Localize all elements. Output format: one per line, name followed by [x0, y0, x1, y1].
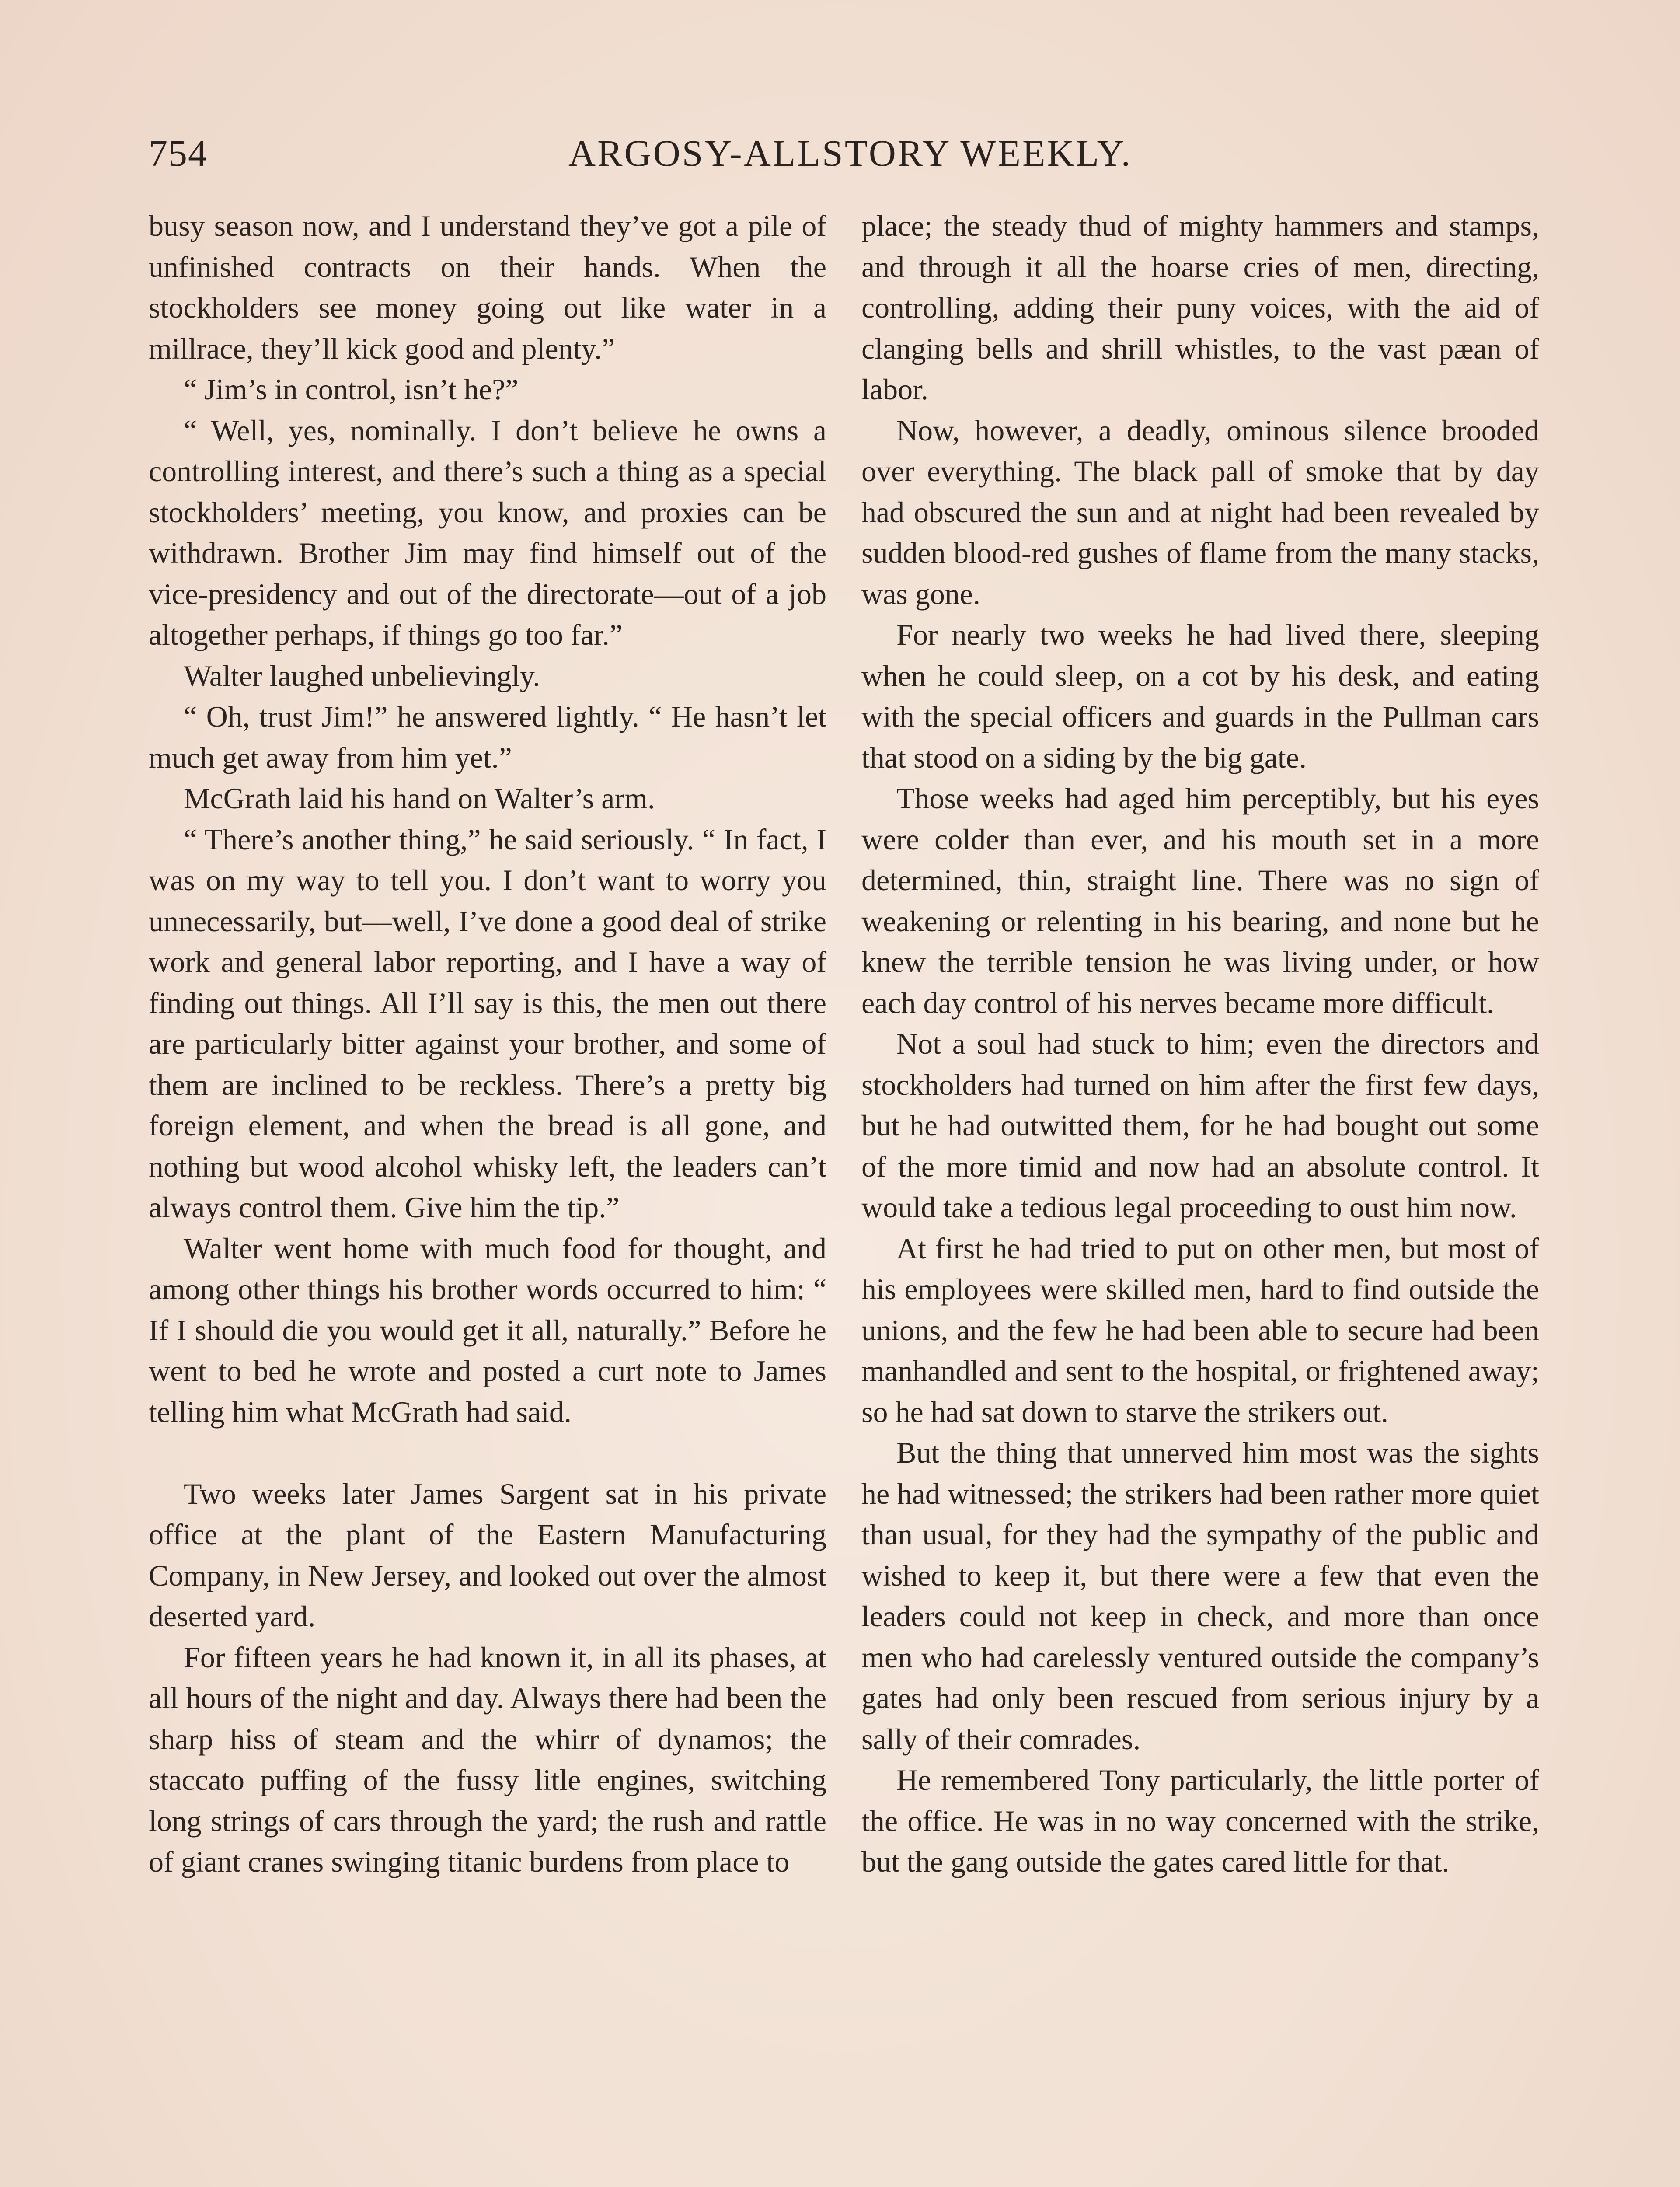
paragraph: At first he had tried to put on other men, but most of his employees were skilled men, hard to find outside the unions, and the few he had been able to secure had been manhandled and sent to the hospital, or frightened away; so he had sat down to starve the strikers out.: [861, 1231, 1539, 1429]
text-columns: [149, 206, 1539, 2187]
paragraph: place; the steady thud of mighty hammers and stamps, and through it all the hoarse cries of men, directing, controlling, adding their puny voices, with the aid of clanging bells and shrill whistles, to the vast pæan of labor.: [861, 209, 1539, 406]
paragraph: Now, however, a deadly, ominous silence brooded over everything. The black pall of smoke that by day had obscured the sun and at night had been revealed by sudden blood-red gushes of flame from the many stacks, was gone.: [861, 413, 1539, 611]
paragraph: busy season now, and I understand they’ve got a pile of unfinished contracts on their hands. When the stockholders see money going out like water in a millrace, they’ll kick good and plenty.”: [149, 209, 826, 365]
section-break: [149, 1432, 826, 1474]
paragraph: McGrath laid his hand on Walter’s arm.: [184, 782, 655, 815]
paragraph: “ Well, yes, nominally. I don’t believe he owns a controlling interest, and there’s such a thing as a special stockholders’ meeting, you know, and proxies can be withdrawn. Brother Jim may find himself out of the vice-presidency and out of the directorate—out of a job altogether perhaps, if things go too far.”: [149, 413, 826, 651]
right-column: [861, 206, 1539, 2187]
page-number: 754: [149, 132, 208, 174]
paragraph: Not a soul had stuck to him; even the directors and stockholders had turned on him after the first few days, but he had outwitted them, for he had bought out some of the more timid and now had an absolute control. It would take a tedious legal proceeding to oust him now.: [861, 1027, 1539, 1224]
paragraph: “ There’s another thing,” he said seriously. “ In fact, I was on my way to tell you. I don’t want to worry you unnecessarily, but—well, I’ve done a good deal of strike work and general labor reporting, and I have a way of finding out things. All I’ll say is this, the men out there are particularly bitter against your brother, and some of them are inclined to be reckless. There’s a pretty big foreign element, and when the bread is all gone, and nothing but wood alcohol whisky left, the leaders can’t always control them. Give him the tip.”: [149, 822, 826, 1224]
running-title: ARGOSY-ALLSTORY WEEKLY.: [568, 132, 1133, 174]
paragraph: For fifteen years he had known it, in all its phases, at all hours of the night and day. Always there had been the sharp hiss of steam and the whirr of dynamos; the staccato puffing of the fussy litle engines, switching long strings of cars through the yard; the rush and rattle of giant cranes swinging titanic burdens from place to: [149, 1640, 826, 1878]
paragraph: Walter laughed unbelievingly.: [184, 659, 540, 692]
paragraph: For nearly two weeks he had lived there, sleeping when he could sleep, on a cot by his desk, and eating with the special officers and guards in the Pullman cars that stood on a siding by the big gate.: [861, 618, 1539, 774]
paragraph: Two weeks later James Sargent sat in his private office at the plant of the Eastern Manufacturing Company, in New Jersey, and looked out over the almost deserted yard.: [149, 1477, 826, 1633]
paragraph: He remembered Tony particularly, the little porter of the office. He was in no way concerned with the strike, but the gang outside the gates cared little for that.: [861, 1763, 1539, 1878]
paragraph: “ Jim’s in control, isn’t he?”: [184, 373, 519, 406]
left-column: [149, 206, 826, 2187]
page-header: [149, 131, 1548, 184]
paragraph: Walter went home with much food for thought, and among other things his brother words occurred to him: “ If I should die you would get it all, naturally.” Before he went to bed he wrote and posted a curt note to James telling him what McGrath had said.: [149, 1231, 826, 1429]
paragraph: “ Oh, trust Jim!” he answered lightly. “ He hasn’t let much get away from him yet.”: [149, 700, 826, 774]
paragraph: But the thing that unnerved him most was the sights he had witnessed; the strikers had been rather more quiet than usual, for they had the sympathy of the public and wished to keep it, but there were a few that even the leaders could not keep in check, and more than once men who had carelessly ventured outside the company’s gates had only been rescued from serious injury by a sally of their comrades.: [861, 1436, 1539, 1756]
paragraph: Those weeks had aged him perceptibly, but his eyes were colder than ever, and his mouth set in a more determined, thin, straight line. There was no sign of weakening or relenting in his bearing, and none but he knew the terrible tension he was living under, or how each day control of his nerves became more difficult.: [861, 782, 1539, 1020]
